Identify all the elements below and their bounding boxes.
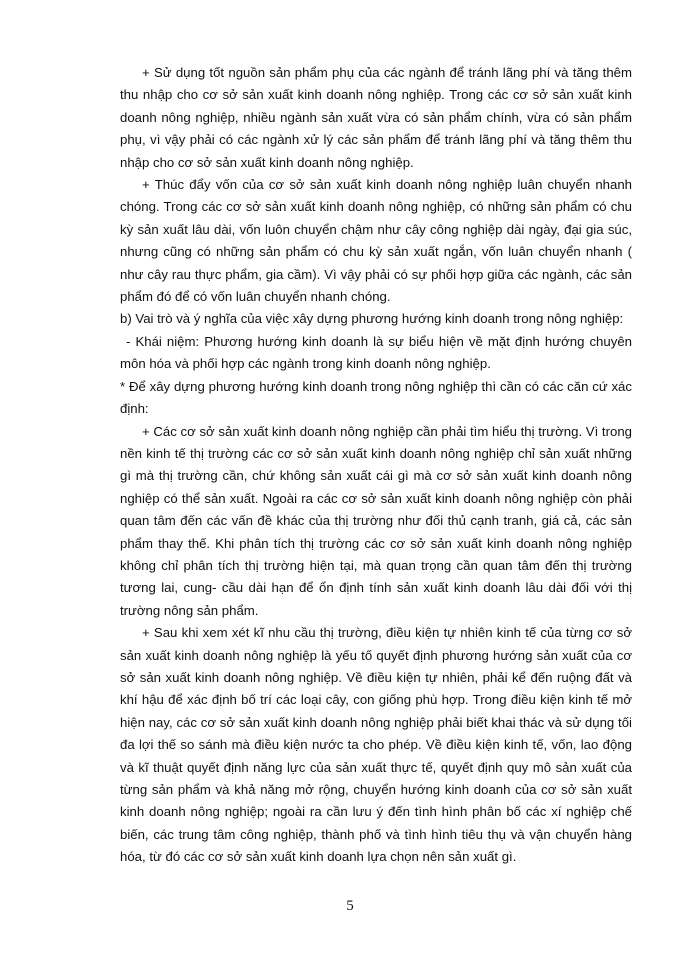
document-page: [120, 62, 632, 869]
paragraph-concept: - Khái niệm: Phương hướng kinh doanh là sự biểu hiện về mặt định hướng chuyên môn hóa và phối hợp các ngành trong kinh doanh nông nghiệp.: [120, 333, 632, 372]
paragraph-capital-turnover: + Thúc đẩy vốn của cơ sở sản xuất kinh doanh nông nghiệp luân chuyển nhanh chóng. Trong các cơ sở sản xuất kinh doanh nông nghiệp, có những sản phẩm có chu kỳ sản xuất lâu dài, vốn luôn chuyển chậm như cây công nghiệp dài ngày, đại gia súc, nhưng cũng có những sản phẩm có chu kỳ sản xuất ngắn, vốn luân chuyển nhanh ( như cây rau thực phẩm, gia cầm). Vì vậy phải có sự phối hợp giữa các ngành, các sản phẩm đó để có vốn luân chuyển nhanh chóng.: [120, 177, 632, 305]
paragraph-market-research: + Các cơ sở sản xuất kinh doanh nông nghiệp cần phải tìm hiểu thị trường. Vì trong nền kinh tế thị trường các cơ sở sản xuất kinh doanh nông nghiệp chỉ sản xuất những gì mà thị trường cần, chứ không sản xuất cái gì mà cơ sở sản xuất kinh doanh nông nghiệp có thể sản xuất. Ngoài ra các cơ sở sản xuất kinh doanh nông nghiệp còn phải quan tâm đến các vấn đề khác của thị trường như đối thủ cạnh tranh, giá cả, các sản phẩm thay thế. Khi phân tích thị trường các cơ sở sản xuất kinh doanh nông nghiệp không chỉ phân tích thị trường hiện tại, mà quan trọng cần quan tâm đến thị trường tương lai, cung- cầu dài hạn để ổn định tính sản xuất kinh doanh lâu dài đối với thị trường nông sản phẩm.: [120, 423, 632, 618]
paragraph-natural-economic-conditions: + Sau khi xem xét kĩ nhu cầu thị trường, điều kiện tự nhiên kinh tế của từng cơ sở sản xuất kinh doanh nông nghiệp là yếu tố quyết định phương hướng sản xuất của cơ sở sản xuất kinh doanh nông nghiệp. Về điều kiện tự nhiên, phải kể đến ruộng đất và khí hậu để xác định bố trí các loại cây, con giống phù hợp. Trong điều kiện kinh tế mở hiện nay, các cơ sở sản xuất kinh doanh nông nghiệp phải biết khai thác và sử dụng tối đa lợi thế so sánh mà điều kiện nước ta cho phép. Về điều kiện kinh tế, vốn, lao động và kĩ thuật quyết định năng lực của sản xuất thực tế, quyết định quy mô sản xuất của từng sản phẩm và khả năng mở rộng, chuyển hướng kinh doanh của cơ sở sản xuất kinh doanh nông nghiệp; ngoài ra cần lưu ý đến tình hình phân bố các xí nghiệp chế biến, các trung tâm công nghiệp, thành phố và tình hình tiêu thụ và vận chuyển hàng hóa, từ đó các cơ sở sản xuất kinh doanh lựa chọn nên sản xuất gì.: [120, 625, 632, 865]
paragraph-byproducts: + Sử dụng tốt nguồn sản phẩm phụ của các ngành để tránh lãng phí và tăng thêm thu nhập cho cơ sở sản xuất kinh doanh nông nghiệp. Trong các cơ sở sản xuất kinh doanh nông nghiệp, nhiều ngành sản xuất vừa có sản phẩm chính, vừa có sản phẩm phụ, vì vậy phải có các ngành xử lý các sản phẩm để tránh lãng phí và tăng thêm thu nhập cho cơ sở sản xuất kinh doanh nông nghiệp.: [120, 65, 632, 170]
page-number: 5: [346, 898, 354, 914]
section-heading-b: b) Vai trò và ý nghĩa của việc xây dựng phương hướng kinh doanh trong nông nghiệp:: [120, 311, 624, 327]
paragraph-bases-intro: * Để xây dựng phương hướng kinh doanh trong nông nghiệp thì cần có các căn cứ xác định:: [120, 378, 632, 417]
